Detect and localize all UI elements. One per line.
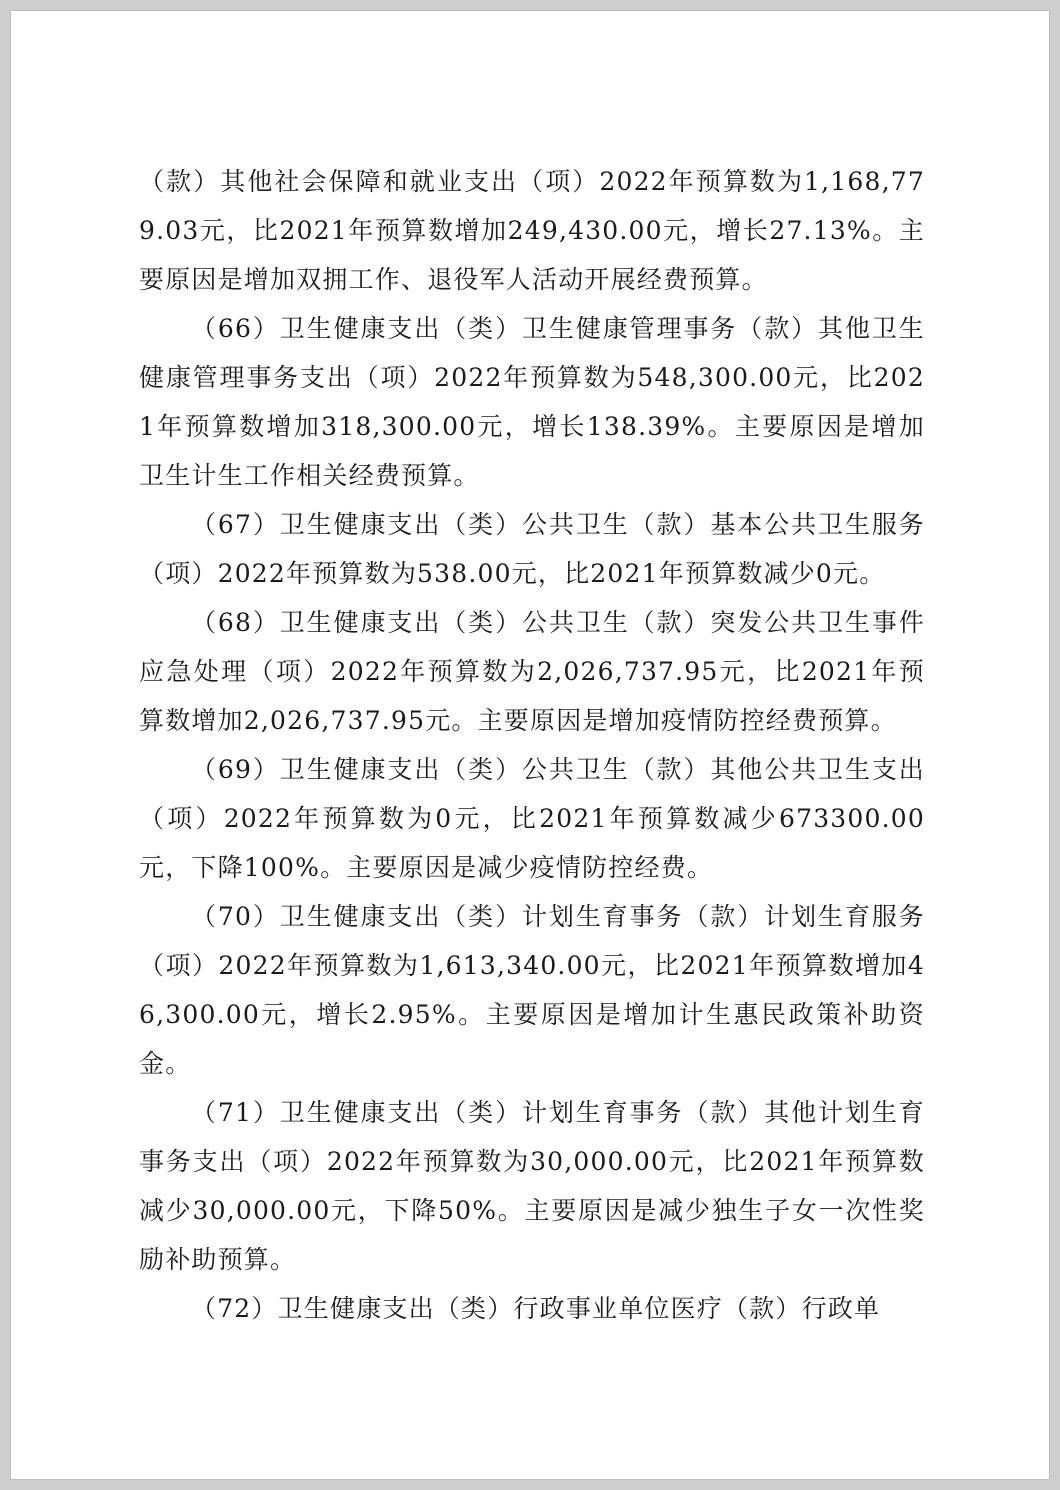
paragraph-69: （69）卫生健康支出（类）公共卫生（款）其他公共卫生支出（项）2022年预算数为0元，比2021年预算数减少673300.00元，下降100%。主要原因是减少疫情防控经费。 (139, 755, 925, 882)
paragraph-66: （66）卫生健康支出（类）卫生健康管理事务（款）其他卫生健康管理事务支出（项）2022年预算数为548,300.00元，比2021年预算数增加318,300.00元，增长138.39%。主要原因是增加卫生计生工作相关经费预算。 (139, 314, 925, 490)
paragraph-71: （71）卫生健康支出（类）计划生育事务（款）其他计划生育事务支出（项）2022年预算数为30,000.00元，比2021年预算数减少30,000.00元，下降50%。主要原因是减少独生子女一次性奖励补助预算。 (139, 1098, 925, 1274)
document-body (139, 157, 925, 1333)
document-page (10, 10, 1050, 1480)
paragraph-68: （68）卫生健康支出（类）公共卫生（款）突发公共卫生事件应急处理（项）2022年预算数为2,026,737.95元，比2021年预算数增加2,026,737.95元。主要原因是增加疫情防控经费预算。 (139, 608, 925, 735)
paragraph-72: （72）卫生健康支出（类）行政事业单位医疗（款）行政单 (191, 1294, 881, 1323)
paragraph-social-security-other: （款）其他社会保障和就业支出（项）2022年预算数为1,168,779.03元，比2021年预算数增加249,430.00元，增长27.13%。主要原因是增加双拥工作、退役军人活动开展经费预算。 (139, 167, 925, 294)
paragraph-70: （70）卫生健康支出（类）计划生育事务（款）计划生育服务（项）2022年预算数为1,613,340.00元，比2021年预算数增加46,300.00元，增长2.95%。主要原因是增加计生惠民政策补助资金。 (139, 902, 925, 1078)
paragraph-67: （67）卫生健康支出（类）公共卫生（款）基本公共卫生服务（项）2022年预算数为538.00元，比2021年预算数减少0元。 (139, 510, 925, 588)
